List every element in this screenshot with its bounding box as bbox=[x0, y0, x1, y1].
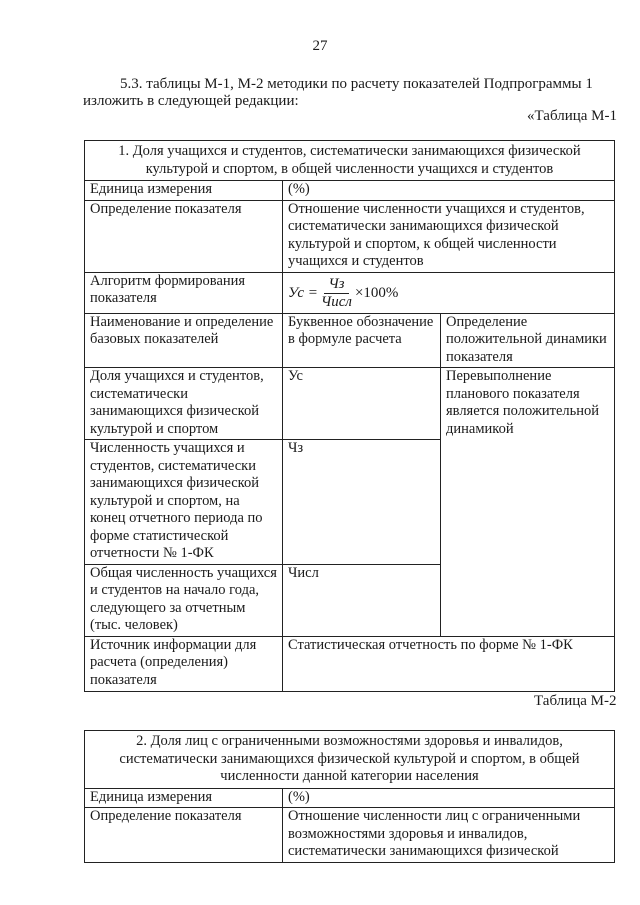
unit-label: Единица измерения bbox=[85, 788, 283, 808]
table-m1-label: «Таблица М-1 bbox=[527, 108, 617, 124]
intro-line-1: 5.3. таблицы М-1, М-2 методики по расчету показателей Подпрограммы 1 bbox=[120, 76, 593, 92]
row-name: Доля учащихся и студентов, систематически занимающихся физической культурой и спортом bbox=[85, 368, 283, 440]
formula-rhs: ×100% bbox=[354, 284, 399, 301]
row-symbol: Числ bbox=[283, 564, 441, 636]
table-m1 bbox=[84, 140, 615, 692]
row-symbol: Чз bbox=[283, 440, 441, 565]
definition-label: Определение показателя bbox=[85, 808, 283, 863]
page-number: 27 bbox=[312, 38, 328, 54]
table-m2 bbox=[84, 730, 615, 863]
row-symbol: Ус bbox=[283, 368, 441, 440]
table-m2-label: Таблица М-2 bbox=[534, 693, 617, 709]
table-m2-title: 2. Доля лиц с ограниченными возможностями здоровья и инвалидов, систематически занимающихся физической культурой и спортом, в общей численности данной категории населения bbox=[85, 731, 615, 789]
col-header-name: Наименование и определение базовых показателей bbox=[85, 313, 283, 368]
unit-value: (%) bbox=[283, 181, 615, 201]
row-name: Общая численность учащихся и студентов на начало года, следующего за отчетным (тыс. человек) bbox=[85, 564, 283, 636]
formula bbox=[288, 273, 610, 312]
definition-label: Определение показателя bbox=[85, 200, 283, 272]
definition-value: Отношение численности учащихся и студентов, систематически занимающихся физической культурой и спортом, к общей численности учащихся и студентов bbox=[283, 200, 615, 272]
source-value: Статистическая отчетность по форме № 1-ФК bbox=[283, 636, 615, 691]
source-label: Источник информации для расчета (определения) показателя bbox=[85, 636, 283, 691]
formula-denominator: Числ bbox=[320, 294, 352, 310]
definition-value: Отношение численности лиц с ограниченными возможностями здоровья и инвалидов, систематически занимающихся физической bbox=[283, 808, 615, 863]
row-name: Численность учащихся и студентов, систематически занимающихся физической культурой и спортом, на конец отчетного периода по форме статистической отчетности № 1-ФК bbox=[85, 440, 283, 565]
unit-label: Единица измерения bbox=[85, 181, 283, 201]
algorithm-label: Алгоритм формирования показателя bbox=[85, 272, 283, 313]
dynamics-value: Перевыполнение планового показателя является положительной динамикой bbox=[441, 368, 615, 637]
table-m1-title: 1. Доля учащихся и студентов, систематически занимающихся физической культурой и спортом, в общей численности учащихся и студентов bbox=[85, 141, 615, 181]
formula-fraction bbox=[321, 276, 352, 312]
col-header-symbol: Буквенное обозначение в формуле расчета bbox=[283, 313, 441, 368]
intro-line-2: изложить в следующей редакции: bbox=[83, 93, 299, 109]
unit-value: (%) bbox=[283, 788, 615, 808]
formula-numerator: Чз bbox=[324, 276, 348, 295]
formula-lhs: Ус = bbox=[288, 284, 318, 301]
col-header-dynamics: Определение положительной динамики показателя bbox=[441, 313, 615, 368]
